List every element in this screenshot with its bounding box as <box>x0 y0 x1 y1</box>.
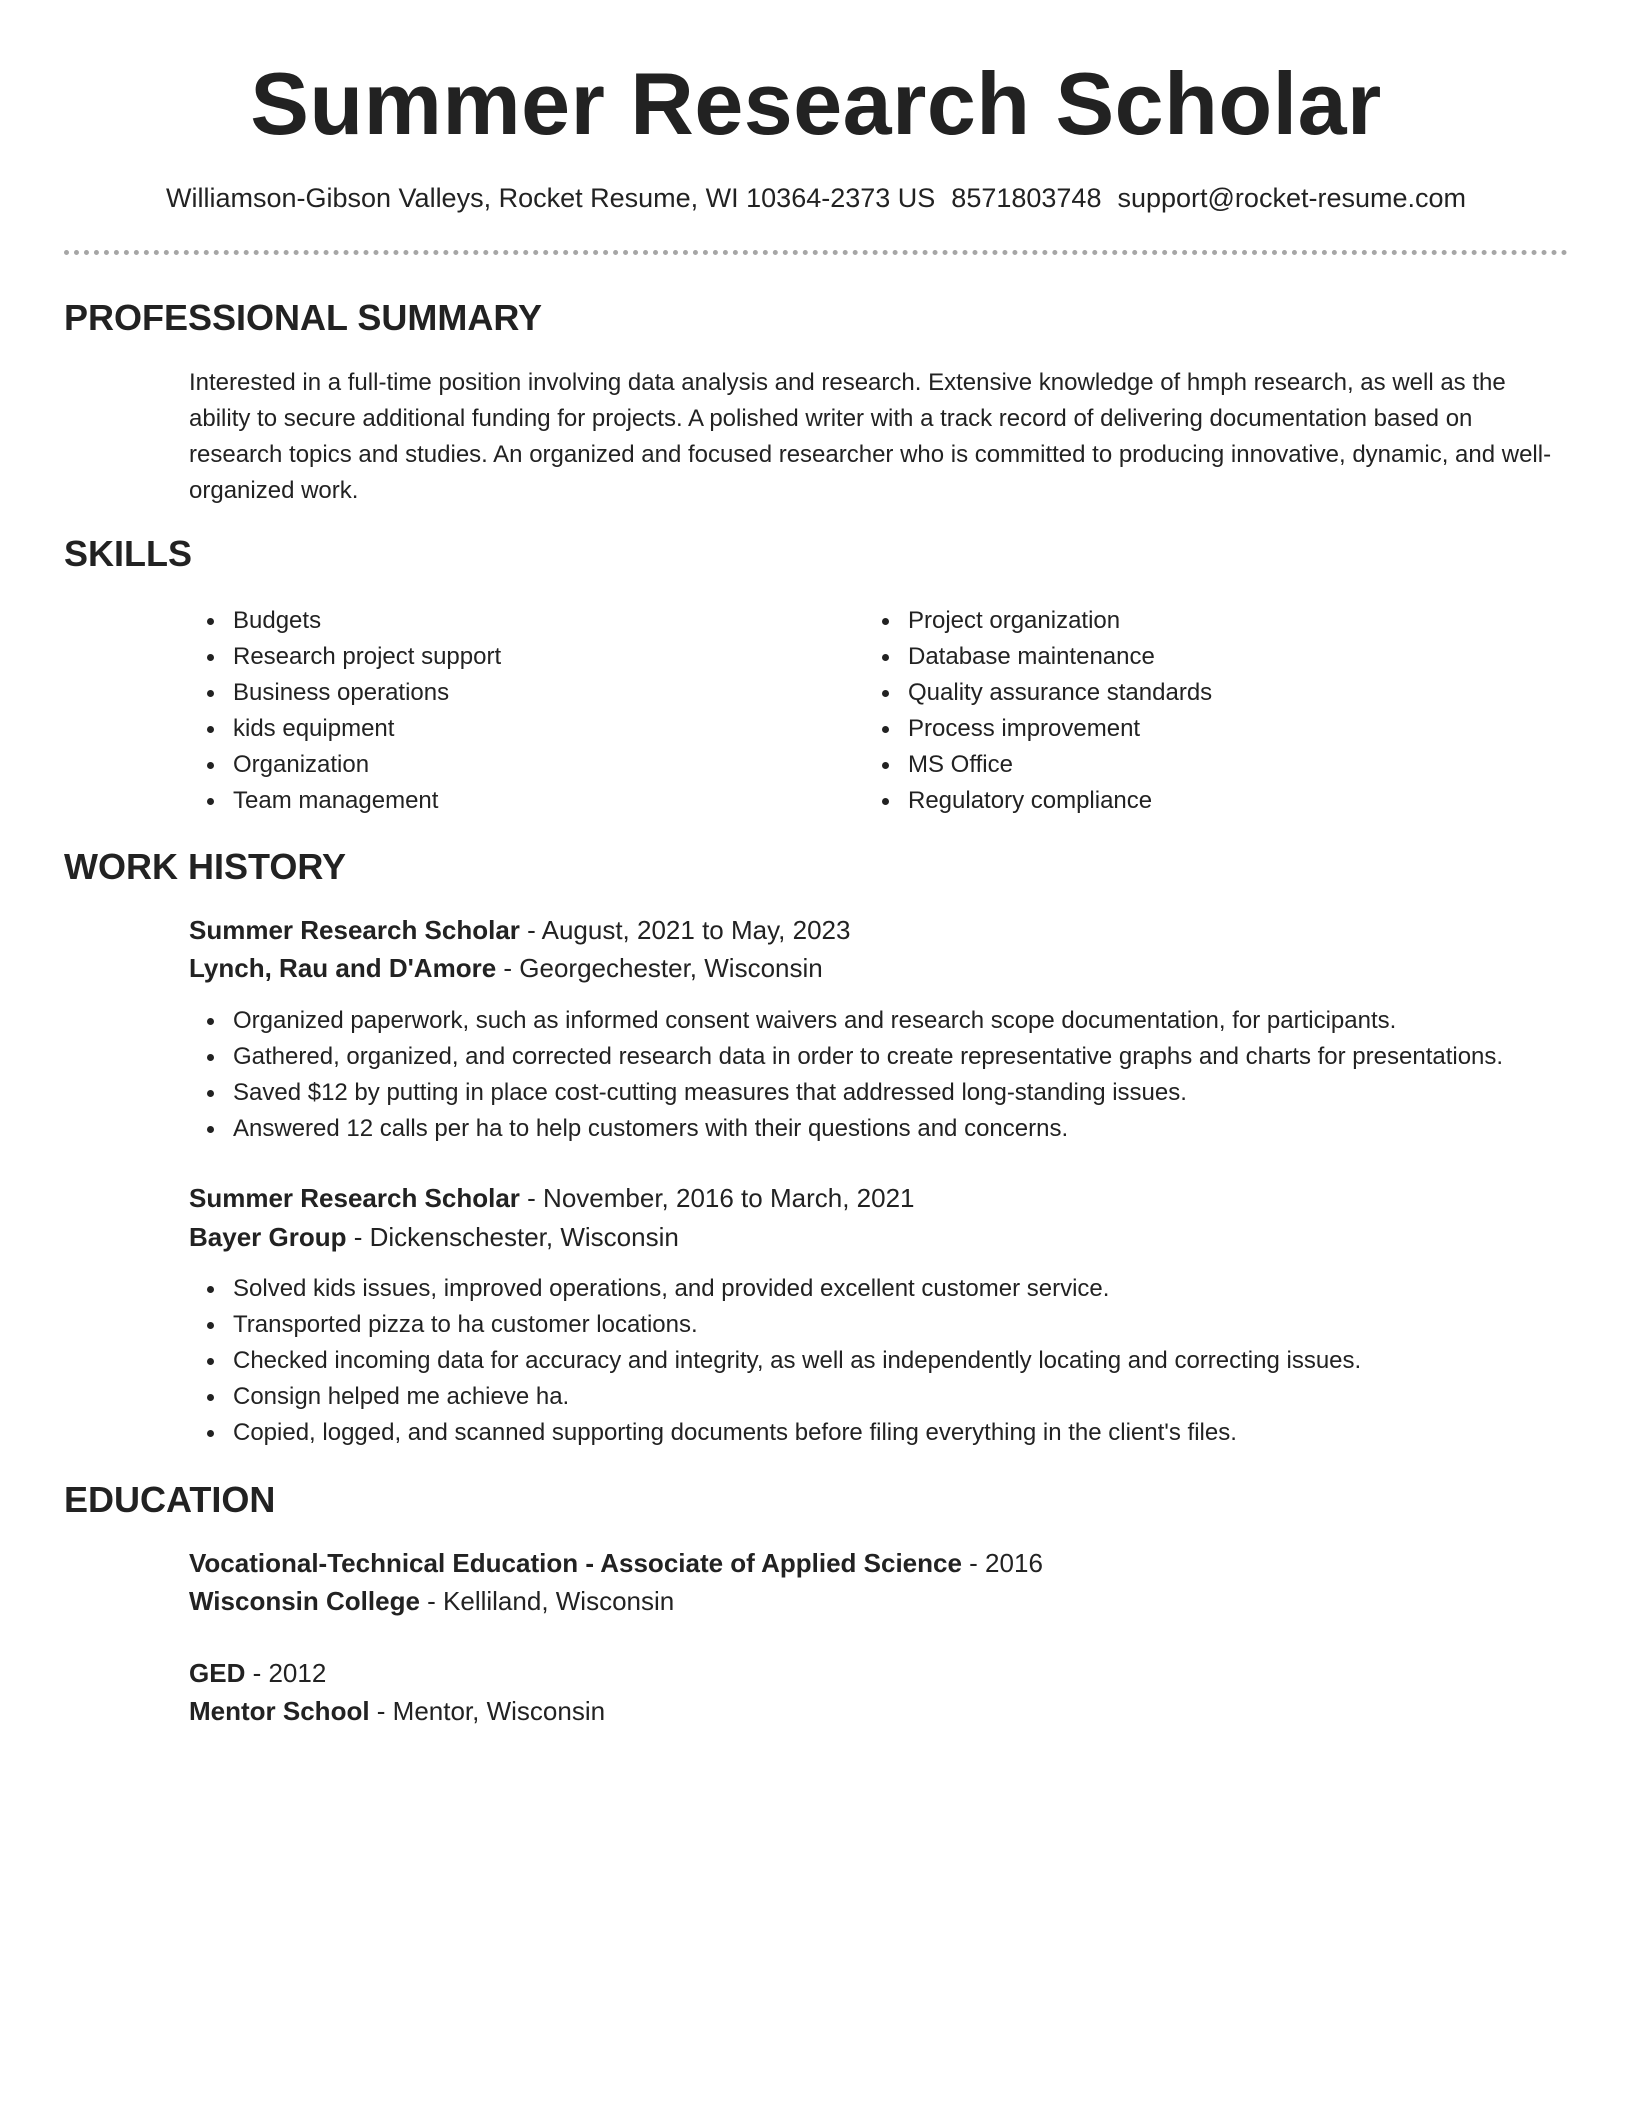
job-title-line <box>189 1180 914 1216</box>
job-position: Summer Research Scholar <box>189 1183 520 1213</box>
skill-item: Organization <box>233 747 501 783</box>
skill-item: Team management <box>233 783 501 819</box>
contact-email: support@rocket-resume.com <box>1117 183 1466 213</box>
job-company-line <box>189 1219 679 1255</box>
job-bullet: Saved $12 by putting in place cost-cutting measures that addressed long-standing issues. <box>233 1075 1613 1111</box>
education-year: - 2016 <box>961 1548 1043 1578</box>
education-school-line <box>189 1693 605 1729</box>
contact-line <box>0 180 1632 216</box>
education-degree: GED <box>189 1658 246 1688</box>
skills-list-left <box>189 603 501 819</box>
education-degree-line <box>189 1545 1043 1581</box>
job-bullets <box>189 1271 1613 1451</box>
skills-list-right <box>864 603 1212 819</box>
job-company: Bayer Group <box>189 1222 347 1252</box>
education-location: - Kelliland, Wisconsin <box>419 1586 675 1616</box>
education-year: - 2012 <box>245 1658 327 1688</box>
education-degree: Vocational-Technical Education - Associate of Applied Science <box>189 1548 962 1578</box>
job-bullet: Organized paperwork, such as informed consent waivers and research scope documentation, for participants. <box>233 1003 1613 1039</box>
skill-item: Process improvement <box>908 711 1212 747</box>
skill-item: MS Office <box>908 747 1212 783</box>
skill-item: Quality assurance standards <box>908 675 1212 711</box>
summary-heading: PROFESSIONAL SUMMARY <box>64 297 543 338</box>
contact-phone: 8571803748 <box>951 183 1102 213</box>
job-bullet: Solved kids issues, improved operations, and provided excellent customer service. <box>233 1271 1613 1307</box>
education-school-line <box>189 1583 674 1619</box>
header-divider <box>64 250 1568 255</box>
skill-item: Regulatory compliance <box>908 783 1212 819</box>
skill-item: Database maintenance <box>908 639 1212 675</box>
skill-item: Research project support <box>233 639 501 675</box>
education-heading: EDUCATION <box>64 1479 276 1520</box>
education-degree-line <box>189 1655 326 1691</box>
job-bullets <box>189 1003 1613 1147</box>
job-dates: - August, 2021 to May, 2023 <box>519 915 851 945</box>
education-school: Mentor School <box>189 1696 370 1726</box>
contact-address: Williamson-Gibson Valleys, Rocket Resume, WI 10364-2373 US <box>165 183 936 213</box>
skill-item: Business operations <box>233 675 501 711</box>
job-company-line <box>189 950 823 986</box>
resume-name: Summer Research Scholar <box>250 54 1382 153</box>
job-bullet: Checked incoming data for accuracy and integrity, as well as independently locating and correcting issues. <box>233 1343 1613 1379</box>
summary-text: Interested in a full-time position involving data analysis and research. Extensive knowledge of hmph research, as well as the ability to secure additional funding for projects. A polished writer with a track record of delivering documentation based on research topics and studies. An organized and focused researcher who is committed to producing innovative, dynamic, and well-organized work. <box>189 369 1552 504</box>
skills-heading: SKILLS <box>64 533 193 574</box>
job-location: - Dickenschester, Wisconsin <box>346 1222 679 1252</box>
job-bullet: Answered 12 calls per ha to help customers with their questions and concerns. <box>233 1111 1613 1147</box>
skill-item: Budgets <box>233 603 501 639</box>
work-heading: WORK HISTORY <box>64 846 347 887</box>
job-bullet: Consign helped me achieve ha. <box>233 1379 1613 1415</box>
job-company: Lynch, Rau and D'Amore <box>189 953 497 983</box>
job-bullet: Copied, logged, and scanned supporting documents before filing everything in the client's files. <box>233 1415 1613 1451</box>
job-location: - Georgechester, Wisconsin <box>496 953 823 983</box>
education-location: - Mentor, Wisconsin <box>369 1696 606 1726</box>
education-school: Wisconsin College <box>189 1586 420 1616</box>
skill-item: kids equipment <box>233 711 501 747</box>
skill-item: Project organization <box>908 603 1212 639</box>
job-bullet: Transported pizza to ha customer locations. <box>233 1307 1613 1343</box>
job-position: Summer Research Scholar <box>189 915 520 945</box>
job-title-line <box>189 912 850 948</box>
job-dates: - November, 2016 to March, 2021 <box>519 1183 915 1213</box>
job-bullet: Gathered, organized, and corrected research data in order to create representative graphs and charts for presentations. <box>233 1039 1613 1075</box>
